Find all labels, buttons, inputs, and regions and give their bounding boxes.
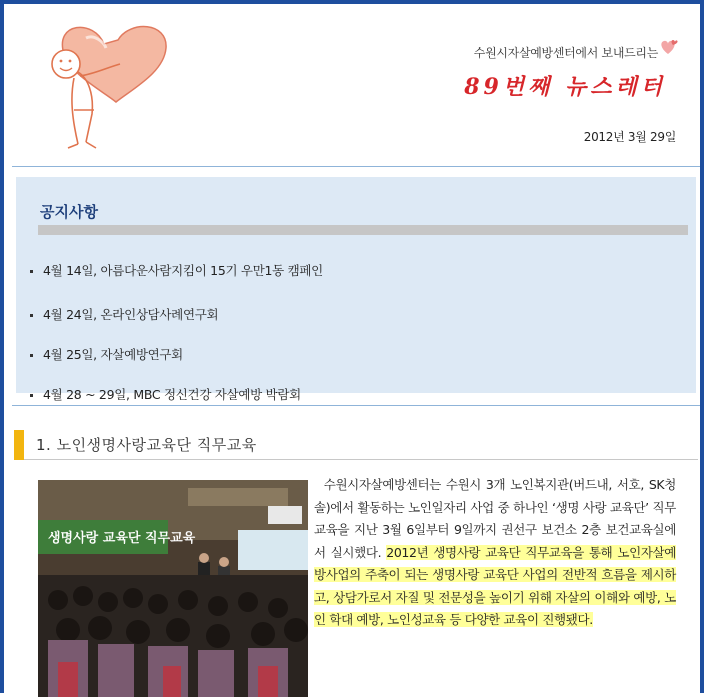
bullet-icon xyxy=(30,394,33,397)
notice-divider xyxy=(38,225,688,235)
bullet-icon xyxy=(30,314,33,317)
heart-hug-mascot-icon xyxy=(34,14,184,154)
notice-item: 4월 25일, 자살예방연구회 xyxy=(30,345,183,363)
newsletter-subtitle: 수원시자살예방센터에서 보내드리는 xyxy=(473,46,658,60)
notice-title: 공지사항 xyxy=(40,203,98,221)
notice-item: 4월 28 ~ 29일, MBC 정신건강 자살예방 박람회 xyxy=(30,385,301,403)
section-heading xyxy=(14,430,698,460)
article-highlight: 2012년 생명사랑 교육단 직무교육을 통해 노인자살예방사업의 주축이 되는 생명사랑 교육단 사업의 전반적 흐름을 제시하고, 상담가로서 자질 및 전문성을 높이기 위해 자살의 이해와 예방, 노인 학대 예방, 노인성교육 등 다양한 교육이 진행됐다. xyxy=(314,544,677,627)
article-body xyxy=(314,474,676,632)
notice-box xyxy=(16,177,696,402)
bullet-icon xyxy=(30,270,33,273)
section-heading-text: 1. 노인생명사랑교육단 직무교육 xyxy=(36,436,257,454)
training-session-photo xyxy=(38,480,308,697)
notice-section xyxy=(12,166,700,406)
section-accent-bar xyxy=(14,430,24,460)
bullet-icon xyxy=(30,354,33,357)
article-text: 수원시자살예방센터는 수원시 3개 노인복지관(버드내, 서호, SK청솔)에서 활동하는 노인일자리 사업 중 하나인 ‘생명 사랑 교육단’ 직무교육을 지난 3월 6일부터 9일까지 권선구 보건소 2층 보건교육실에서 실시했다. xyxy=(314,477,676,560)
newsletter-date: 2012년 3월 29일 xyxy=(583,130,676,144)
newsletter-title: 89번째 뉴스레터 xyxy=(464,74,666,100)
notice-item: 4월 24일, 온라인상담사례연구회 xyxy=(30,305,218,323)
photo-banner-text: 생명사랑 교육단 직무교육 xyxy=(48,531,196,546)
hearts-icon xyxy=(658,38,678,56)
notice-item: 4월 14일, 아름다운사람지킴이 15기 우만1동 캠페인 xyxy=(30,261,323,279)
